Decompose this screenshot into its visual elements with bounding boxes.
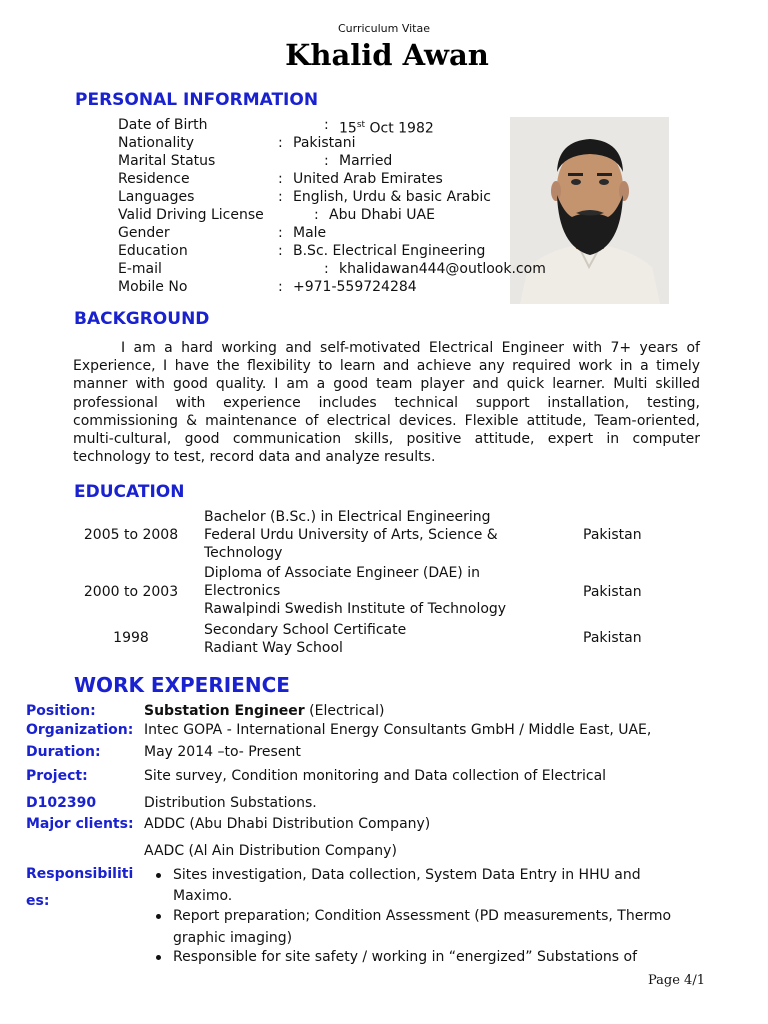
bullet-icon (156, 873, 161, 878)
organization-value: Intec GOPA - International Energy Consultants GmbH / Middle East, UAE, (144, 722, 652, 738)
responsibilities-label: Responsibiliti (26, 866, 134, 882)
pi-label-mobile: Mobile No (118, 279, 188, 295)
pi-separator: : (278, 171, 283, 187)
organization-label: Organization: (26, 722, 134, 738)
pi-value-marital: Married (339, 153, 393, 169)
pi-value-residence: United Arab Emirates (293, 171, 443, 187)
work-experience-heading: WORK EXPERIENCE (74, 673, 290, 697)
pi-value-mobile: +971-559724284 (293, 279, 417, 295)
background-text: I am a hard working and self-motivated Electrical Engineer with 7+ years of Experience, I have the flexibility to learn and achieve any required work in a timely manner with good quality. I am a good team player and quick learner. Multi skilled professional with experience includes technical support installation, testing, commissioning & maintenance of electrical devices. Flexible attitude, Team-oriented, multi-cultural, good communication skills, positive attitude, expert in computer technology to test, record data and analyze results. (73, 340, 700, 466)
pi-label-residence: Residence (118, 171, 190, 187)
education-country: Pakistan (583, 630, 642, 646)
project-value: Site survey, Condition monitoring and Data collection of Electrical (144, 768, 607, 784)
pi-separator: : (278, 189, 283, 205)
education-years: 2000 to 2003 (83, 584, 179, 600)
dob-rest: Oct 1982 (365, 120, 434, 137)
position-note: (Electrical) (304, 703, 385, 719)
pi-value-gender: Male (293, 225, 327, 241)
project-value-continued: Distribution Substations. (144, 795, 317, 811)
education-institution-line: Federal Urdu University of Arts, Science & (204, 527, 498, 543)
dob-day: 15 (339, 120, 357, 137)
education-degree-line: Bachelor (B.Sc.) in Electrical Engineering (204, 509, 491, 525)
education-heading: EDUCATION (74, 482, 185, 502)
duration-label: Duration: (26, 744, 101, 760)
position-label: Position: (26, 703, 96, 719)
project-label: Project: (26, 768, 88, 784)
pi-label-license: Valid Driving License (118, 207, 264, 223)
education-degree-line: Diploma of Associate Engineer (DAE) in (204, 565, 480, 581)
pi-separator: : (278, 243, 283, 259)
education-institution-line: Rawalpindi Swedish Institute of Technology (204, 601, 507, 617)
page-number: Page 4/1 (648, 973, 705, 988)
education-degree-line: Electronics (204, 583, 281, 599)
pi-separator: : (324, 261, 329, 277)
responsibility-line: graphic imaging) (173, 930, 293, 946)
pi-value-license: Abu Dhabi UAE (329, 207, 435, 223)
candidate-name: Khalid Awan (285, 38, 489, 72)
responsibility-line: Sites investigation, Data collection, System Data Entry in HHU and (173, 867, 641, 883)
responsibility-line: Maximo. (173, 888, 233, 904)
position-value (144, 703, 384, 719)
pi-value-nationality: Pakistani (293, 135, 356, 151)
education-years: 1998 (113, 630, 149, 646)
pi-label-email: E-mail (118, 261, 162, 277)
education-institution-line: Radiant Way School (204, 640, 343, 656)
education-institution-line: Technology (204, 545, 283, 561)
pi-separator: : (278, 279, 283, 295)
pi-separator: : (314, 207, 319, 223)
education-years: 2005 to 2008 (83, 527, 179, 543)
document-label: Curriculum Vitae (338, 22, 430, 35)
pi-label-gender: Gender (118, 225, 170, 241)
education-country: Pakistan (583, 527, 642, 543)
dob-ordinal: st (356, 120, 366, 130)
pi-label-education: Education (118, 243, 188, 259)
project-code: D102390 (26, 795, 97, 811)
client-item: ADDC (Abu Dhabi Distribution Company) (144, 816, 431, 832)
responsibility-line: Report preparation; Condition Assessment (PD measurements, Thermo (173, 908, 672, 924)
pi-label-marital: Marital Status (118, 153, 216, 169)
pi-label-languages: Languages (118, 189, 195, 205)
pi-value-languages: English, Urdu & basic Arabic (293, 189, 491, 205)
major-clients-label: Major clients: (26, 816, 134, 832)
pi-value-education: B.Sc. Electrical Engineering (293, 243, 486, 259)
education-country: Pakistan (583, 584, 642, 600)
responsibility-line: Responsible for site safety / working in “energized” Substations of (173, 949, 638, 965)
personal-info-heading: PERSONAL INFORMATION (75, 90, 319, 110)
background-heading: BACKGROUND (74, 309, 210, 329)
client-item: AADC (Al Ain Distribution Company) (144, 843, 397, 859)
position-title: Substation Engineer (144, 703, 305, 719)
pi-separator: : (278, 225, 283, 241)
background-paragraph (73, 339, 700, 466)
duration-value: May 2014 –to- Present (144, 744, 301, 760)
responsibilities-label-continued: es: (26, 893, 50, 909)
pi-label-dob: Date of Birth (118, 117, 208, 133)
pi-separator: : (324, 117, 329, 133)
pi-separator: : (278, 135, 283, 151)
pi-label-nationality: Nationality (118, 135, 195, 151)
bullet-icon (156, 914, 161, 919)
education-degree-line: Secondary School Certificate (204, 622, 407, 638)
pi-value-email[interactable]: khalidawan444@outlook.com (339, 261, 546, 277)
pi-separator: : (324, 153, 329, 169)
bullet-icon (156, 955, 161, 960)
